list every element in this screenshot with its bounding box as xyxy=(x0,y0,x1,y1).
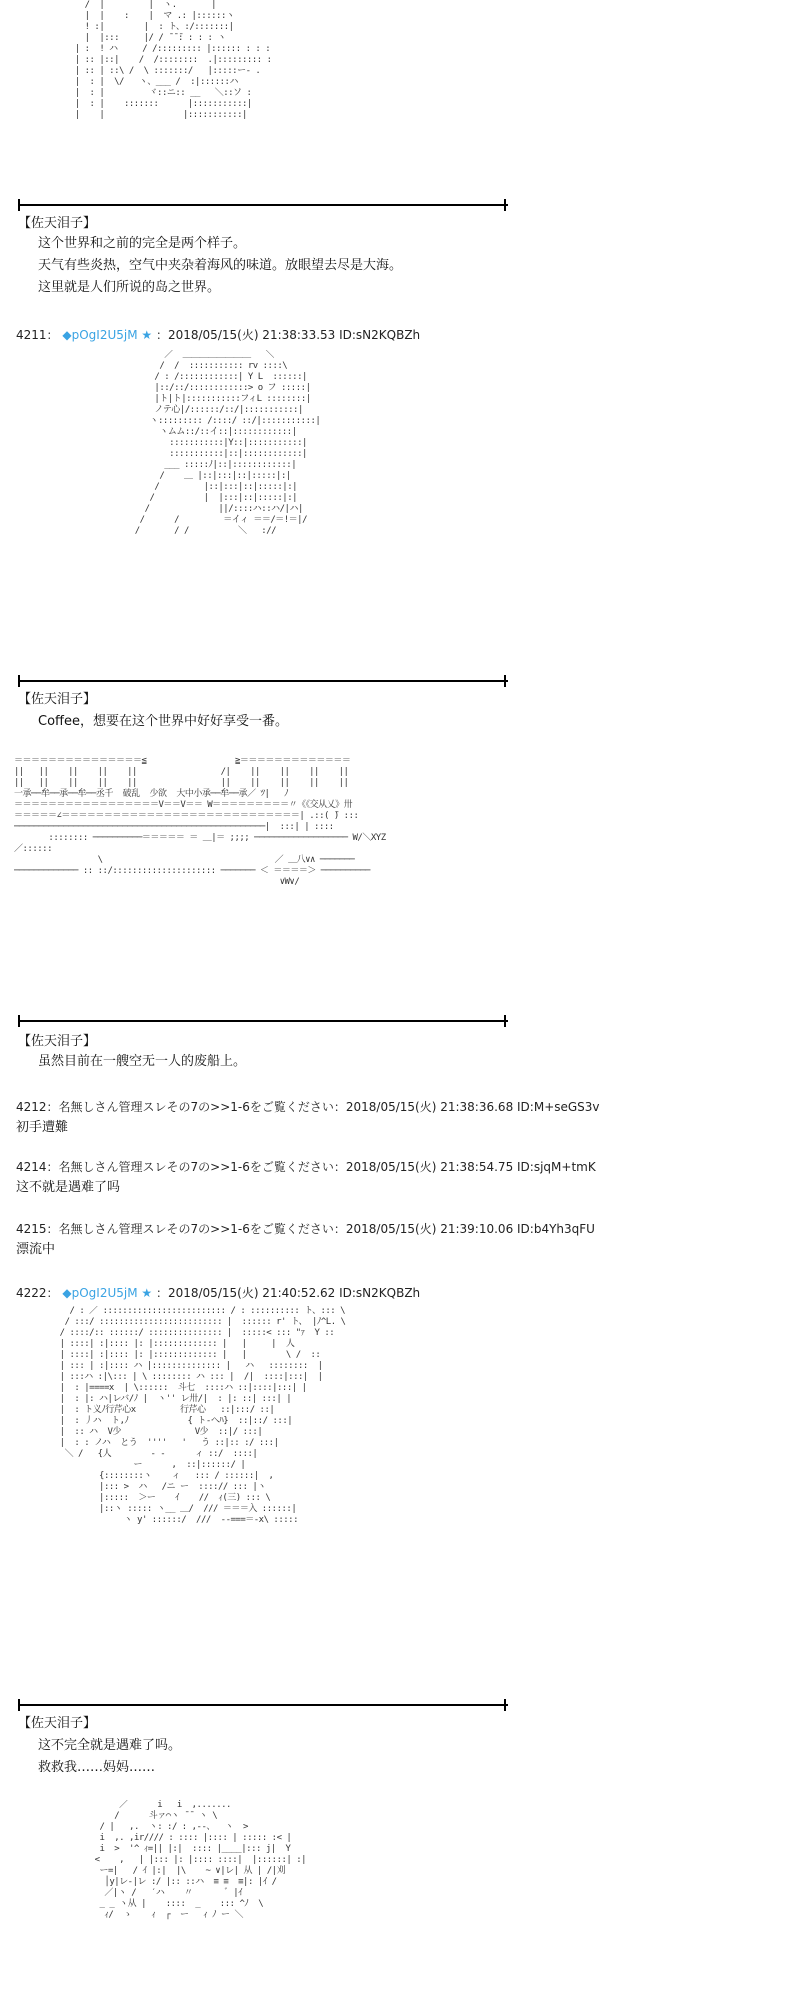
narration-line: 虽然目前在一艘空无一人的废船上。 xyxy=(38,1054,247,1069)
narration-line: 这个世界和之前的完全是两个样子。 xyxy=(38,236,247,251)
post-number: 4211： xyxy=(16,328,59,342)
narration-line: Coffee，想要在这个世界中好好享受一番。 xyxy=(38,714,288,729)
author-trip[interactable]: ◆pOgI2U5jM ★ xyxy=(62,1286,153,1300)
divider-3 xyxy=(18,1020,508,1022)
post-header-4212: 4212：名無しさん管理スレその7の>>1-6をご覧ください：2018/05/15(火) 21:38:36.68 ID:M+seGS3v xyxy=(16,1100,600,1114)
divider-1 xyxy=(18,204,508,206)
ascii-art-5: ／ i i ,....... / 斗ァ⌒ヽ ̄ ̄ ヽ \ / | ,. ヽ: :/ : ,-‐、 ヽ > i ,. ,ir//// : :::: |:::: | ::::: :< | i > '^ ｨ=|| |:| :::: |____|::: j| Y < , | |::: |: |:::: ::::| |::::::| :| ー=| / ｲ |:| |\ ~ ∨|レ| 从 | /|刈 │y|レ-|レ :/ |:: ::ハ ≡ ≡ ≡|: |ｲ / ／|ヽ / ′ハ 〃 ﾞ |ｲ _ _ ヽ从 | :::: _ ::: ^ﾉ \ ｨ/ ゝ ｨ ┌ ー ｨ ﾉ ー ＼ xyxy=(94,1800,307,1920)
post-meta: ：2018/05/15(火) 21:40:52.62 ID:sN2KQBZh xyxy=(155,1286,421,1300)
speaker-name-1: 【佐天泪子】 xyxy=(18,216,97,231)
divider-4 xyxy=(18,1704,508,1706)
speaker-name-4: 【佐天泪子】 xyxy=(18,1716,97,1731)
post-number: 4222： xyxy=(16,1286,59,1300)
narration-line: 救救我……妈妈…… xyxy=(38,1760,156,1775)
ascii-art-3: ＝＝＝＝＝＝＝＝＝＝＝＝＝＝＝≦ ≧＝＝＝＝＝＝＝＝＝＝＝＝＝ || || || || || /| || || || || || || || || || || || || || || 一承──牟──承──牟──丞千 破乱 少欲 大中小承──牟──承／ ﾂ| ﾉ ＝＝＝＝＝＝＝＝＝＝＝＝＝＝＝＝＝V＝＝V＝＝ W＝＝＝＝＝＝＝＝＝〃《《交从乂》卅 ＝＝＝＝＝∠＝＝＝＝＝＝＝＝＝＝＝＝＝＝＝＝＝＝＝＝＝＝＝＝＝＝＝＝| .::( ̄) ::: ───────────────────────────────────────────────────| :::| | :::: :::::::: ──────────＝＝＝＝＝ ＝ ＿|＝ ;;;; ─────────────────── W/＼XYZ ／:::::: \ ／ ＿八∨∧ ─────── ───────────── :: ::/::::::::::::::::::::: ─────── ＜ ＝＝＝＝＞ ────────── ∨W∨/ xyxy=(14,756,386,887)
speaker-name-2: 【佐天泪子】 xyxy=(18,692,97,707)
ascii-art-4: / : ／ ::::::::::::::::::::::::: / : :::::::::: ト、::: \ / :::/ ::::::::::::::::::::::::: | :::::: r' ト、 |ﾉ^L. \ / ::::/:: ::::::/ ::::::::::::::: | :::::< ::: "ｧ Y :: | ::::| :|:::: |: |::::::::::::: | | | 人 | ::::| :|:::: |: |::::::::::::: | | \ / :: | ::: | :|:::: ハ |:::::::::::::: | ハ :::::::: | | :::ハ :|\::: | \ :::::::: ハ ::: | /| ::::|:::| | | : |====x | \:::::: 斗七 ::::ハ ::|::::|:::| | | : |: ハ|レバ/ﾉ | ヽ'' レ卅/| : |: ::| :::| | | : ト义ﾉ行芹心x 行芹心 ::|:::/ ::| | : 丿ハ ト,ﾉ { ト-ヘﾊ} ::|::/ :::| | :: ハ V少 V少 ::|/ :::| | : : ノハ とう '''' ' う ::|:: :/ :::| ＼ / {人 ‐ ‐ ィ ::/ ::::| ー , ::|::::::/ | {::::::::ヽ ィ ::: / ::::::| , |::: > ハ /ニ ー ::::// ::: |ヽ |::::: ＞ー ｲ // ｨ(三) ::: \ |::ヽ ::::: ヽ__ ＿/ /// ＝＝＝入 ::::::| ヽ y' ::::::/ /// ‐-===＝-x\ ::::: xyxy=(59,1306,346,1525)
speaker-name-3: 【佐天泪子】 xyxy=(18,1034,97,1049)
post-header-4215: 4215：名無しさん管理スレその7の>>1-6をご覧ください：2018/05/15(火) 21:39:10.06 ID:b4Yh3qFU xyxy=(16,1222,595,1236)
narration-line: 这里就是人们所说的岛之世界。 xyxy=(38,280,221,295)
ascii-art-2: ／ ＿＿＿＿＿＿＿＿ ＼ / / ::::::::::: rv ::::\ / : /::::::::::::| Y L ::::::| |::/::/::::::::::::> o フ :::::| |ト|ト|:::::::::::フィL ::::::::| ノテ心|/::::::/::/|:::::::::::| ヽ::::::::: /::::/ ::/|:::::::::::| ヽムム::/::イ::|::::::::::::| :::::::::::|Y::|:::::::::::| :::::::::::|::|::::::::::::| ___ :::::ﾉ|::|::::::::::::| / ＿ |::|:::|::|:::::|:| / |::|:::|::|:::::|:| / | |:::|::|:::::|:| / ||/::::ハ::ハ/|ハ| / / ＝イィ ＝＝/＝!＝|/ / / / ＼ :// xyxy=(134,350,321,536)
post-body-4215: 漂流中 xyxy=(16,1242,56,1257)
narration-line: 这不完全就是遇难了吗。 xyxy=(38,1738,182,1753)
ascii-art-1: / | | ヽ. | | | : | マ .: |::::::ヽ ! :| | : ト、:/:::::::| | |::: |/ / ̄ ̄ ̄: : : : ヽ | : ! ハ / /::::::::: |:::::: : : : | :: |::| / /:::::::: .|::::::::: : | :: | ::\ / \ :::::::/ |:::::ー- . | : | \/ ヽ、___ / :|::::::ハ | : | ヾ::ニ:: __ ＼::ソ : | : | ::::::: |:::::::::::| | | |:::::::::::| xyxy=(74,0,272,120)
post-body-4212: 初手遭難 xyxy=(16,1120,69,1135)
post-body-4214: 这不就是遇难了吗 xyxy=(16,1180,121,1195)
author-trip[interactable]: ◆pOgI2U5jM ★ xyxy=(62,328,153,342)
narration-line: 天气有些炎热，空气中夹杂着海风的味道。放眼望去尽是大海。 xyxy=(38,258,403,273)
post-header-4214: 4214：名無しさん管理スレその7の>>1-6をご覧ください：2018/05/15(火) 21:38:54.75 ID:sjqM+tmK xyxy=(16,1160,596,1174)
divider-2 xyxy=(18,680,508,682)
post-header-4222 xyxy=(16,1284,420,1301)
post-header-4211 xyxy=(16,326,420,343)
post-meta: ：2018/05/15(火) 21:38:33.53 ID:sN2KQBZh xyxy=(155,328,421,342)
